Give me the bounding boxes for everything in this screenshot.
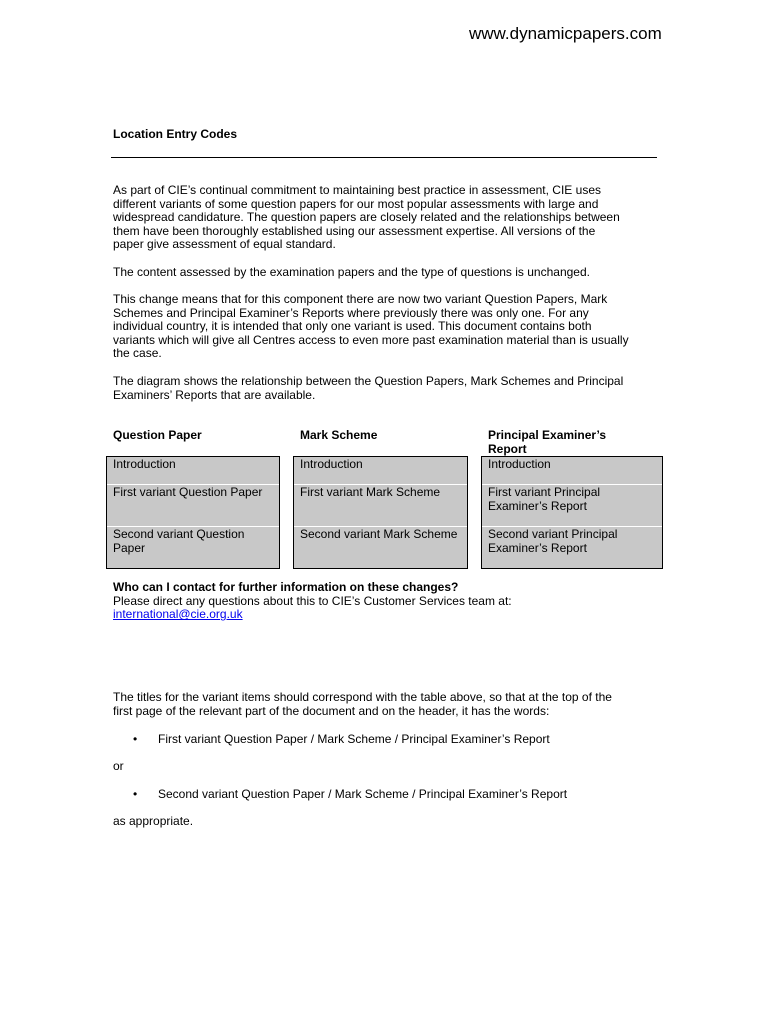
- change-line: individual country, it is intended that only one variant is used. This document contains both: [113, 319, 592, 334]
- bullet-glyph: •: [133, 787, 138, 801]
- box-cell: Second variant Question Paper: [107, 526, 279, 568]
- contact-question: Who can I contact for further information on these changes?: [113, 580, 459, 594]
- bullet-glyph: •: [133, 732, 138, 746]
- or-text: or: [113, 759, 124, 773]
- watermark-url: www.dynamicpapers.com: [469, 24, 662, 43]
- box-cell: Introduction: [488, 457, 551, 471]
- contact-text: Please direct any questions about this to CIE’s Customer Services team at:: [113, 593, 512, 608]
- content-line: The content assessed by the examination papers and the type of questions is unchanged.: [113, 265, 590, 279]
- heading-rule: [111, 157, 657, 158]
- page-heading: Location Entry Codes: [113, 127, 238, 141]
- intro-line: paper give assessment of equal standard.: [113, 237, 336, 252]
- titles-line: The titles for the variant items should correspond with the table above, so that at the top of the: [113, 690, 612, 704]
- contact-section: [113, 581, 658, 622]
- intro-paragraph: [113, 184, 658, 252]
- mark-scheme-box: [293, 456, 468, 569]
- titles-paragraph: [113, 691, 658, 718]
- diagram-paragraph: [113, 375, 658, 402]
- closing-text: as appropriate.: [113, 814, 194, 828]
- intro-line: As part of CIE’s continual commitment to maintaining best practice in assessment, CIE uses: [113, 183, 601, 197]
- diagram-line: Examiners’ Reports that are available.: [113, 387, 316, 402]
- change-paragraph: [113, 293, 658, 361]
- column-header-principal-examiners-report: Principal Examiner’s Report: [488, 428, 607, 456]
- box-cell: Second variant Mark Scheme: [294, 526, 467, 568]
- box-cell: Introduction: [300, 457, 363, 471]
- change-line: Schemes and Principal Examiner’s Reports where previously there was only one. For any: [113, 305, 589, 320]
- intro-line: widespread candidature. The question papers are closely related and the relationships between: [113, 210, 620, 225]
- titles-line: first page of the relevant part of the document and on the header, it has the words:: [113, 703, 550, 718]
- box-cell: First variant Question Paper: [107, 484, 279, 526]
- column-header-question-paper: Question Paper: [113, 428, 202, 442]
- contact-email-link[interactable]: international@cie.org.uk: [113, 607, 243, 622]
- bullet-first-variant: First variant Question Paper / Mark Scheme / Principal Examiner’s Report: [158, 732, 550, 746]
- bullet-second-variant: Second variant Question Paper / Mark Scheme / Principal Examiner’s Report: [158, 787, 568, 801]
- change-line: the case.: [113, 346, 162, 361]
- box-cell: First variant Mark Scheme: [294, 484, 467, 526]
- box-cell: First variant Principal Examiner’s Report: [482, 484, 662, 526]
- box-cell: Second variant Principal Examiner’s Report: [482, 526, 662, 568]
- principal-examiners-report-box: [481, 456, 663, 569]
- column-header-mark-scheme: Mark Scheme: [300, 428, 378, 442]
- box-cell: Introduction: [113, 457, 176, 471]
- diagram-line: The diagram shows the relationship between the Question Papers, Mark Schemes and Principal: [113, 374, 624, 388]
- question-paper-box: [106, 456, 280, 569]
- intro-line: different variants of some question papers for our most popular assessments with large and: [113, 196, 599, 211]
- change-line: This change means that for this component there are now two variant Question Papers, Mark: [113, 292, 608, 306]
- change-line: variants which will give all Centres access to even more past examination material than is usually: [113, 332, 629, 347]
- content-paragraph: [113, 266, 658, 280]
- intro-line: them have been thoroughly established using our assessment expertise. All versions of the: [113, 223, 596, 238]
